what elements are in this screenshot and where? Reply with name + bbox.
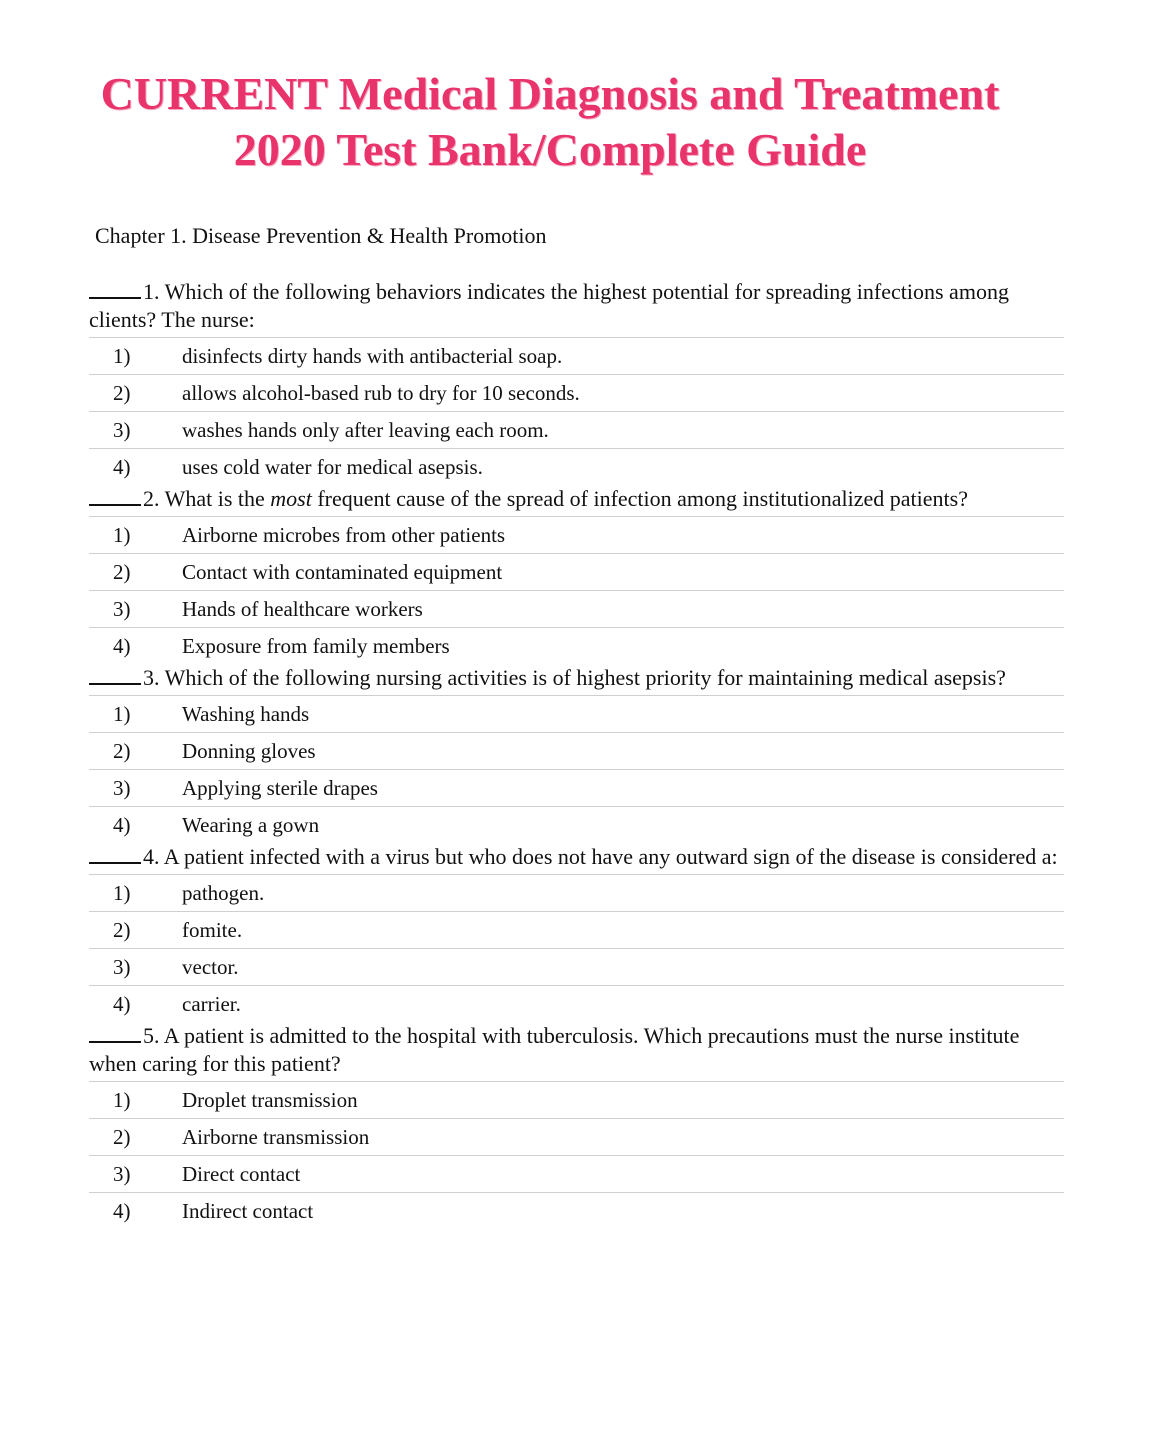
answer-option (89, 628, 1064, 664)
question-text: 3. Which of the following nursing activities is of highest priority for maintaining medical asepsis? (143, 665, 1006, 690)
option-text: vector. (182, 954, 239, 979)
question-text: 5. A patient is admitted to the hospital with tuberculosis. Which precautions must the nurse institute when caring for this patient? (89, 1023, 1020, 1076)
question-text-cont: frequent cause of the spread of infection among institutionalized patients? (311, 486, 968, 511)
option-number: 4) (113, 1198, 131, 1223)
question-text: 1. Which of the following behaviors indicates the highest potential for spreading infections among clients? The nurse: (89, 279, 1009, 332)
option-text: fomite. (182, 917, 243, 942)
option-number: 1) (113, 1087, 131, 1112)
option-number: 4) (113, 812, 131, 837)
option-text: Airborne microbes from other patients (182, 522, 506, 547)
question-text: 2. What is the (143, 486, 271, 511)
answer-option (89, 1082, 1064, 1119)
answer-option (89, 1119, 1064, 1156)
question-2 (89, 485, 1064, 664)
chapter-heading: Chapter 1. Disease Prevention & Health Promotion (95, 223, 547, 248)
option-number: 2) (113, 917, 131, 942)
question-3 (89, 664, 1064, 843)
option-number: 1) (113, 701, 131, 726)
question-text: 4. A patient infected with a virus but who does not have any outward sign of the disease is considered a: (143, 844, 1058, 869)
option-number: 3) (113, 775, 131, 800)
title-line-1: CURRENT Medical Diagnosis and Treatment (100, 68, 1000, 119)
question-stem (89, 278, 1064, 338)
answer-option (89, 696, 1064, 733)
answer-option (89, 1193, 1064, 1229)
answer-option (89, 449, 1064, 485)
option-number: 2) (113, 1124, 131, 1149)
option-text: washes hands only after leaving each room. (182, 417, 549, 442)
option-text: carrier. (182, 991, 241, 1016)
answer-blank (89, 1023, 141, 1043)
option-number: 3) (113, 954, 131, 979)
answer-blank (89, 665, 141, 685)
question-list (89, 278, 1064, 1229)
option-text: pathogen. (182, 880, 265, 905)
option-number: 1) (113, 522, 131, 547)
answer-blank (89, 486, 141, 506)
option-text: disinfects dirty hands with antibacterial soap. (182, 343, 563, 368)
answer-option (89, 912, 1064, 949)
question-4 (89, 843, 1064, 1022)
answer-option (89, 591, 1064, 628)
option-number: 4) (113, 633, 131, 658)
answer-option (89, 517, 1064, 554)
option-number: 3) (113, 417, 131, 442)
option-text: Wearing a gown (182, 812, 320, 837)
question-stem (89, 485, 1064, 517)
option-text: Droplet transmission (182, 1087, 358, 1112)
option-text: Direct contact (182, 1161, 301, 1186)
answer-option (89, 986, 1064, 1022)
answer-option (89, 875, 1064, 912)
answer-option (89, 770, 1064, 807)
answer-option (89, 733, 1064, 770)
option-number: 1) (113, 343, 131, 368)
option-number: 1) (113, 880, 131, 905)
option-number: 4) (113, 454, 131, 479)
question-1 (89, 278, 1064, 485)
option-text: Exposure from family members (182, 633, 450, 658)
title-line-2: 2020 Test Bank/Complete Guide (233, 124, 867, 175)
question-5 (89, 1022, 1064, 1229)
emphasis-text: most (270, 486, 312, 511)
answer-option (89, 554, 1064, 591)
answer-option (89, 949, 1064, 986)
option-text: Applying sterile drapes (182, 775, 378, 800)
option-text: Indirect contact (182, 1198, 314, 1223)
question-stem (89, 664, 1064, 696)
option-number: 4) (113, 991, 131, 1016)
answer-option (89, 807, 1064, 843)
option-number: 3) (113, 1161, 131, 1186)
option-text: Washing hands (182, 701, 310, 726)
option-number: 2) (113, 380, 131, 405)
option-text: uses cold water for medical asepsis. (182, 454, 483, 479)
question-stem (89, 1022, 1064, 1082)
option-number: 3) (113, 596, 131, 621)
answer-option (89, 375, 1064, 412)
answer-option (89, 412, 1064, 449)
answer-option (89, 338, 1064, 375)
option-number: 2) (113, 559, 131, 584)
option-text: Contact with contaminated equipment (182, 559, 503, 584)
answer-blank (89, 279, 141, 299)
option-text: Hands of healthcare workers (182, 596, 423, 621)
answer-option (89, 1156, 1064, 1193)
option-number: 2) (113, 738, 131, 763)
option-text: Donning gloves (182, 738, 316, 763)
question-stem (89, 843, 1064, 875)
option-text: allows alcohol-based rub to dry for 10 seconds. (182, 380, 580, 405)
option-text: Airborne transmission (182, 1124, 370, 1149)
document-title (0, 66, 1100, 178)
answer-blank (89, 844, 141, 864)
